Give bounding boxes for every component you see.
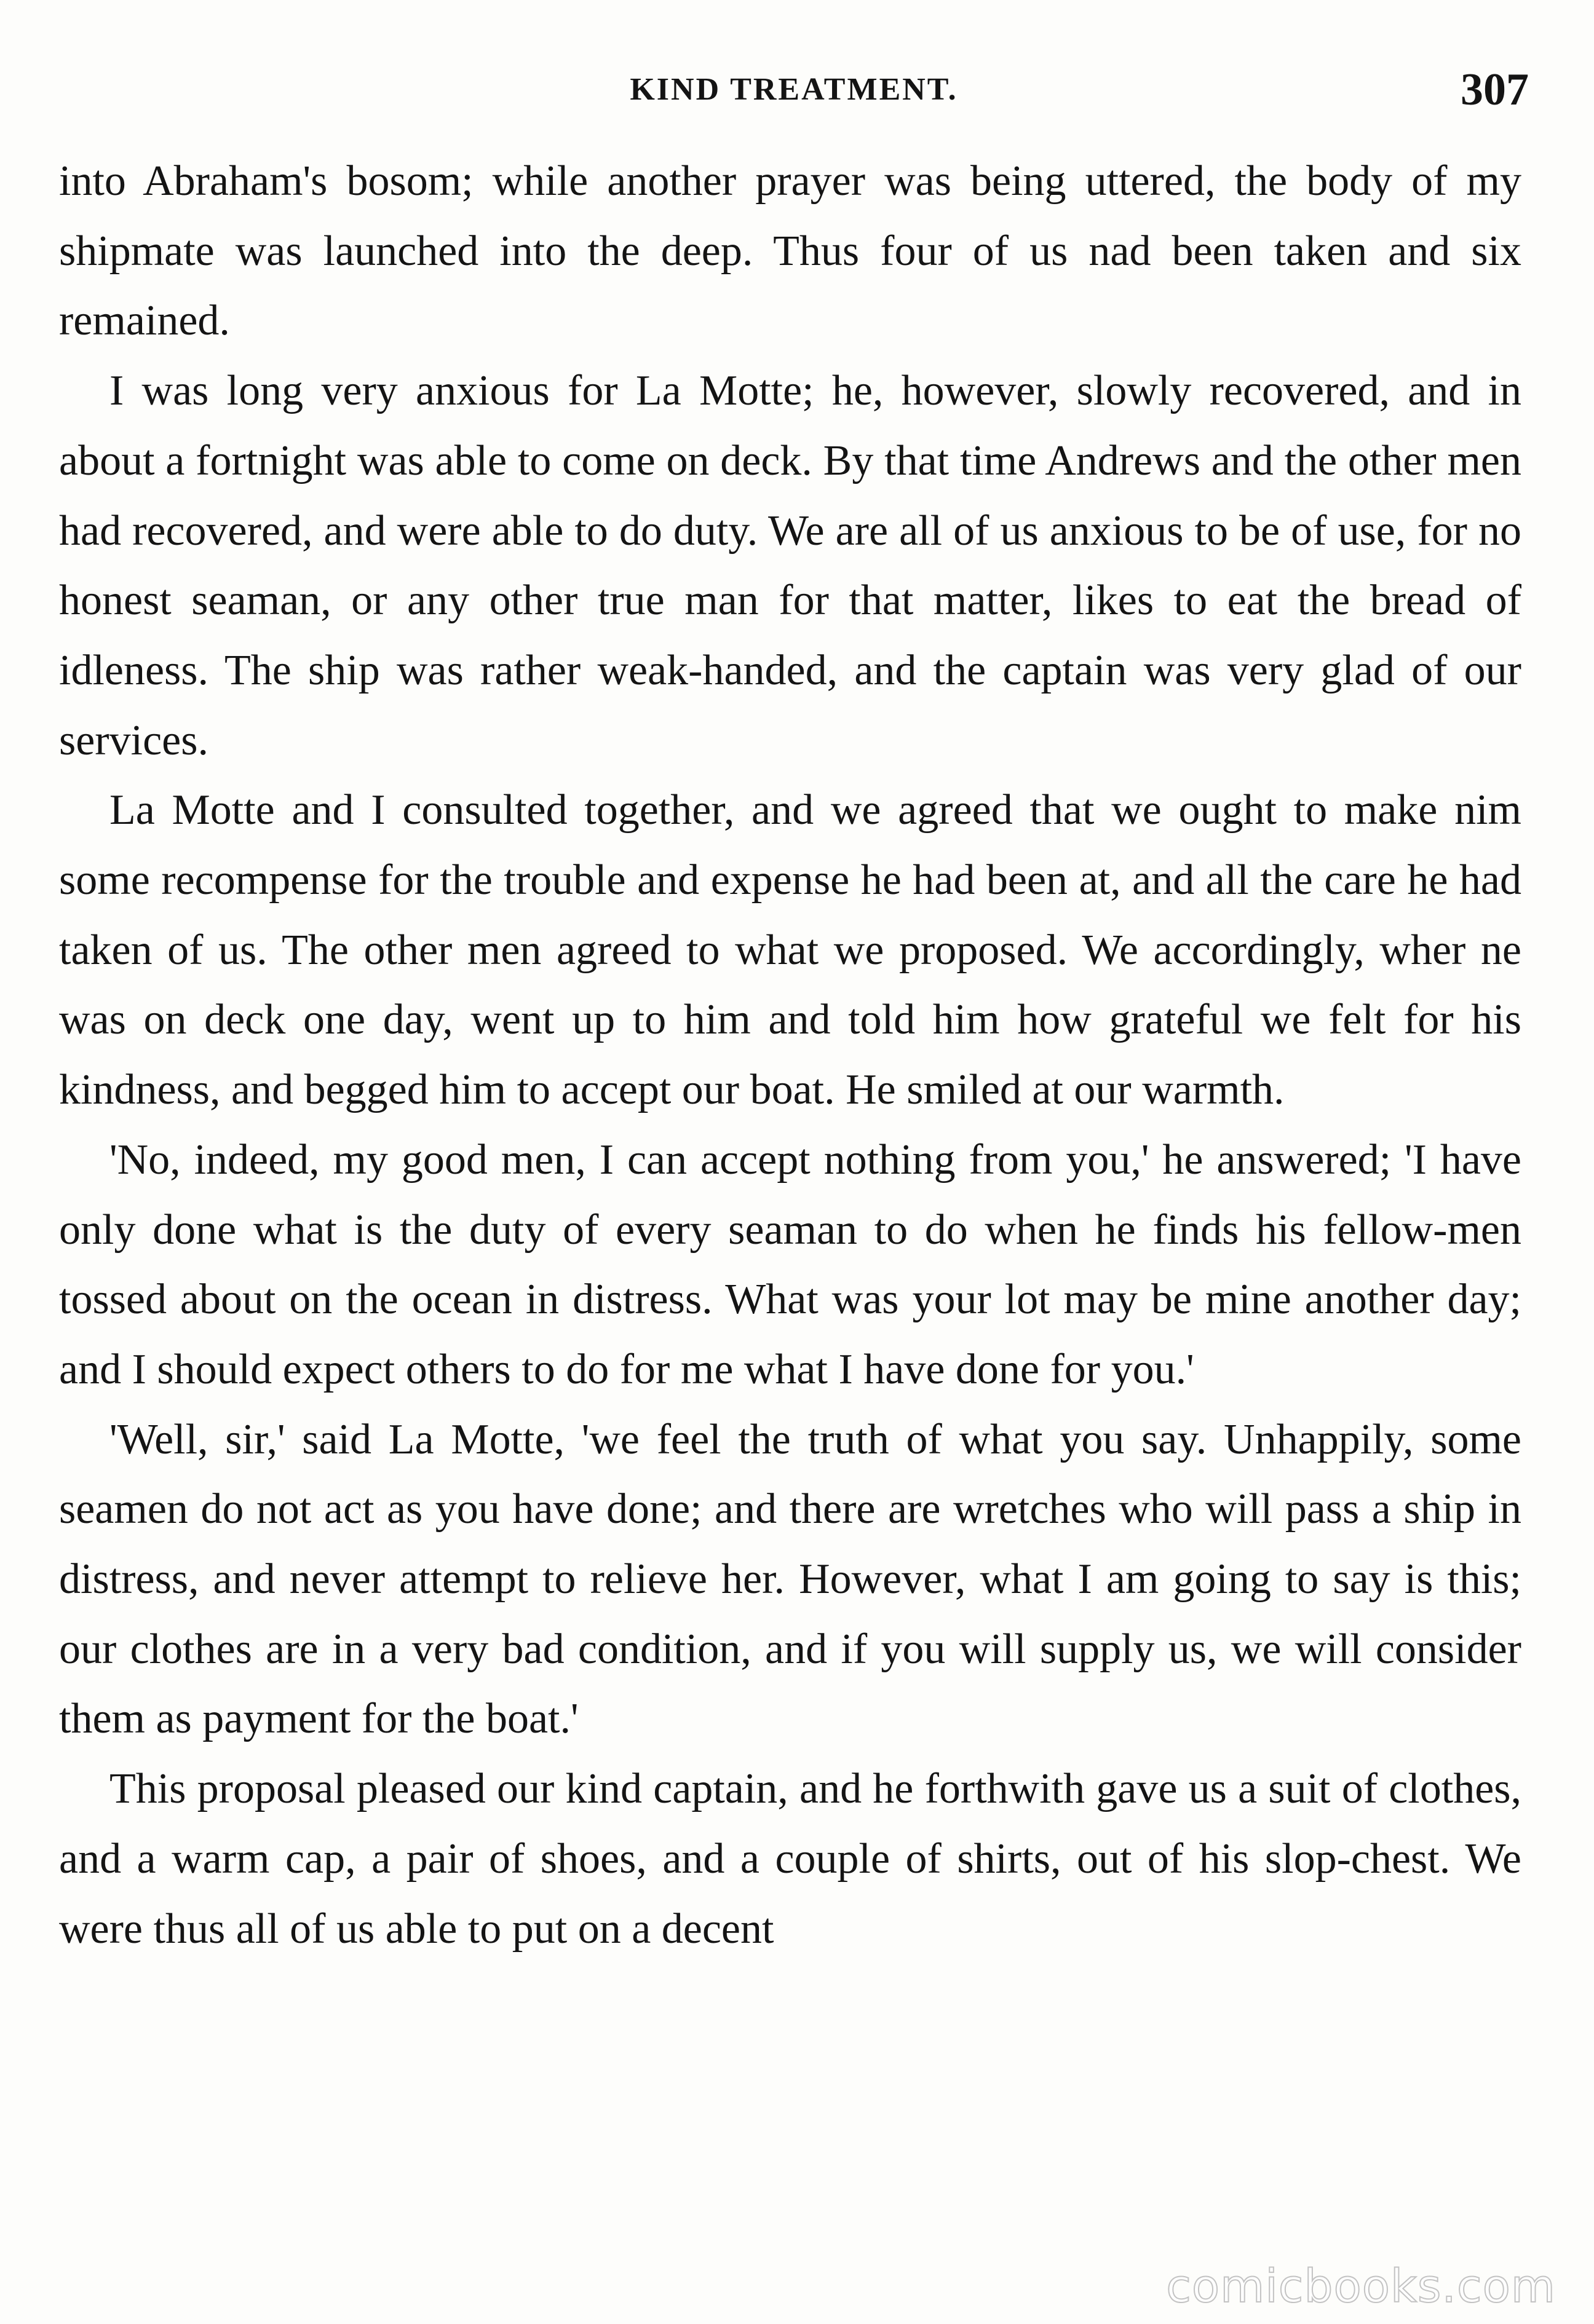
paragraph-1: into Abraham's bosom; while another prayer was being uttered, the body of my shipmate was launched into the deep. Thus four of us nad been taken and six remained. [59, 157, 1521, 345]
paragraph-4: 'No, indeed, my good men, I can accept nothing from you,' he answered; 'I have only done what is the duty of every seaman to do when he finds his fellow-men tossed about on the ocean in distress. What was your lot may be mine another day; and I should expect others to do for me what I have done for you.' [59, 1136, 1521, 1393]
paragraph-5: 'Well, sir,' said La Motte, 'we feel the truth of what you say. Unhappily, some seamen do not act as you have done; and there are wretches who will pass a ship in distress, and never attempt to relieve her. However, what I am going to say is this; our clothes are in a very bad condition, and if you will supply us, we will consider them as payment for the boat.' [59, 1415, 1521, 1743]
running-head [59, 64, 1529, 113]
running-title: KIND TREATMENT. [630, 72, 958, 107]
page-number: 307 [1461, 65, 1529, 115]
paragraph-2: I was long very anxious for La Motte; he, however, slowly recovered, and in about a fortnight was able to come on deck. By that time Andrews and the other men had recovered, and were able to do duty. We are all of us anxious to be of use, for no honest seaman, or any other true man for that matter, likes to eat the bread of idleness. The ship was rather weak-handed, and the captain was very glad of our services. [59, 367, 1521, 764]
paragraph-3: La Motte and I consulted together, and we agreed that we ought to make nim some recompense for the trouble and expense he had been at, and all the care he had taken of us. The other men agreed to what we proposed. We accordingly, wher ne was on deck one day, went up to him and told him how grateful we felt for his kindness, and begged him to accept our boat. He smiled at our warmth. [59, 786, 1521, 1114]
body-text [59, 146, 1521, 1964]
watermark: comicbooks.com [1166, 2260, 1556, 2313]
paragraph-6: This proposal pleased our kind captain, and he forthwith gave us a suit of clothes, and a warm cap, a pair of shoes, and a couple of shirts, out of his slop-chest. We were thus all of us able to put on a decent [59, 1765, 1521, 1953]
